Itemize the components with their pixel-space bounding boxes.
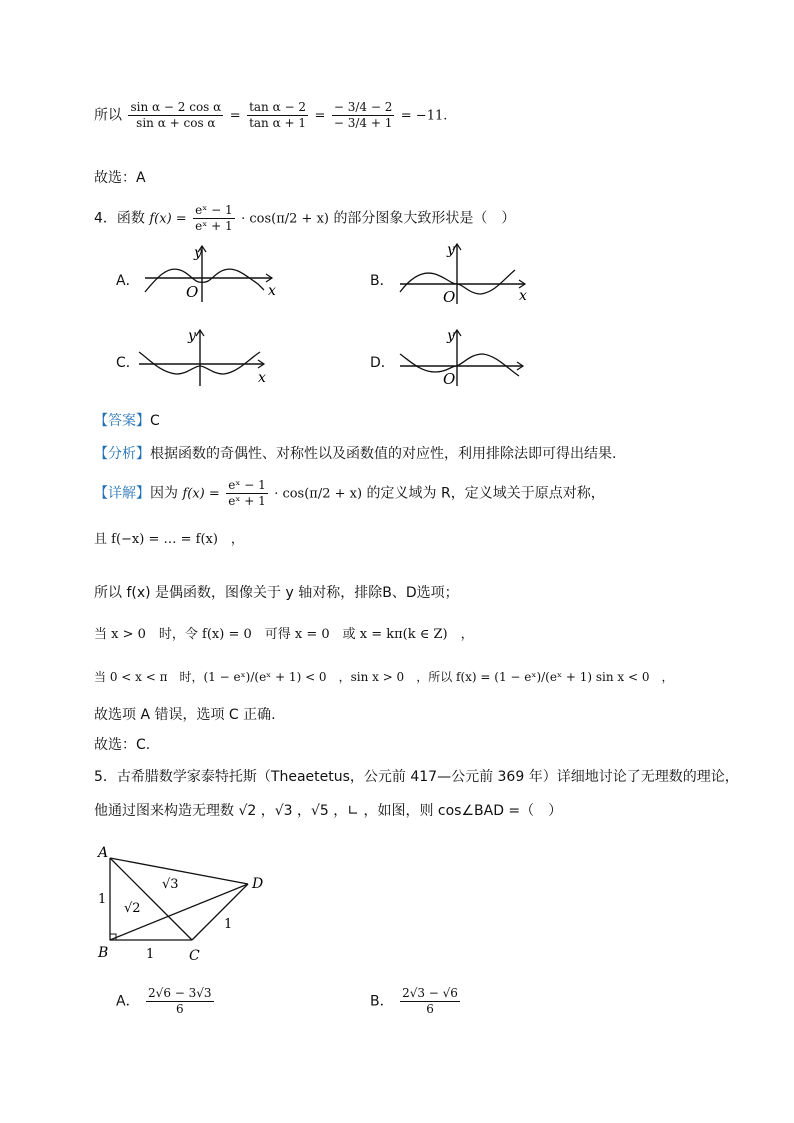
- svg-text:1: 1: [98, 892, 107, 907]
- svg-text:O: O: [443, 288, 456, 305]
- q5-line-1: 5．古希腊数学家泰特托斯（Theaetetus，公元前 417—公元前 369 年）详细地讨论了无理数的理论，: [94, 769, 739, 785]
- q4-stem: 4．函数 f(x) = $\frac{\text{eˣ − 1}}{\text{eˣ + 1}}$ · cos(π/2 + x) 的部分图象大致形状是（ ）: [94, 203, 516, 233]
- svg-text:O: O: [443, 370, 456, 388]
- svg-text:y: y: [447, 242, 455, 258]
- q5-figure: [94, 840, 274, 965]
- q3-answer: 故选：A: [94, 170, 146, 186]
- q5-option-b: B． $\frac{2√3 - √6}{6}$: [370, 986, 458, 1016]
- q5-line-2: 他通过图来构造无理数 √2 ，√3 ，√5 ，∟ ，如图，则 cos∠BAD =（ ）: [94, 803, 563, 819]
- svg-text:A: A: [98, 845, 109, 861]
- detail-line-4: 当 x > 0 时，令 f(x) = 0 可得 x = 0 或 x = kπ(k ∈ Z) ，: [94, 627, 474, 642]
- svg-text:√2: √2: [124, 901, 141, 916]
- q4-option-a-label: A．: [116, 273, 140, 289]
- q5-option-a: A． $\frac{2√6 - 3√3}{6}$: [116, 986, 212, 1016]
- q4-graph-d: [395, 326, 535, 388]
- q4-graph-a: [140, 240, 280, 305]
- detail-line-1: 【详解】因为 f(x) = $\frac{\text{eˣ − 1}}{\text{eˣ + 1}}$ · cos(π/2 + x) 的定义域为 R，定义域关于原点对称，: [94, 478, 605, 508]
- svg-text:1: 1: [224, 917, 233, 932]
- svg-text:x: x: [268, 283, 276, 299]
- q4-option-c-label: C．: [116, 355, 140, 371]
- q4-option-d-label: D．: [370, 355, 395, 371]
- q4-option-b-label: B．: [370, 273, 394, 289]
- answer-line: 【答案】C: [94, 413, 160, 429]
- svg-text:√3: √3: [162, 877, 179, 892]
- svg-text:y: y: [194, 245, 202, 261]
- svg-text:D: D: [252, 876, 264, 892]
- analysis-line: 【分析】根据函数的奇偶性、对称性以及函数值的对应性，利用排除法即可得出结果.: [94, 446, 617, 462]
- svg-text:O: O: [186, 283, 199, 301]
- q4-graph-b: [395, 240, 535, 305]
- q4-graph-c: [136, 326, 276, 388]
- detail-line-3: 所以 f(x) 是偶函数，图像关于 y 轴对称，排除B、D选项；: [94, 585, 459, 601]
- svg-text:x: x: [258, 370, 266, 386]
- svg-text:1: 1: [146, 947, 155, 962]
- svg-text:B: B: [98, 945, 109, 961]
- detail-line-7: 故选：C.: [94, 737, 151, 753]
- svg-text:y: y: [188, 328, 196, 344]
- detail-line-5: 当 0 < x < π 时，(1 − eˣ)/(eˣ + 1) < 0 ，sin x > 0 ，所以 f(x) = (1 − eˣ)/(eˣ + 1) sin x < 0 ，: [94, 670, 674, 684]
- svg-text:x: x: [519, 288, 527, 304]
- detail-line-6: 故选项 A 错误，选项 C 正确.: [94, 707, 276, 723]
- detail-line-2: 且 f(−x) = … = f(x) ，: [94, 532, 244, 547]
- svg-text:y: y: [447, 328, 455, 344]
- svg-text:C: C: [189, 948, 200, 964]
- ratio-equation: 所以 $\frac{\text{sin α − 2 cos α}}{\text{sin α + cos α}}$ = $\frac{\text{tan α − 2}}{\text{tan α + 1}}$ = $\frac{- 3/4 - 2}{- 3/4 + 1}$ = −11.: [94, 100, 448, 130]
